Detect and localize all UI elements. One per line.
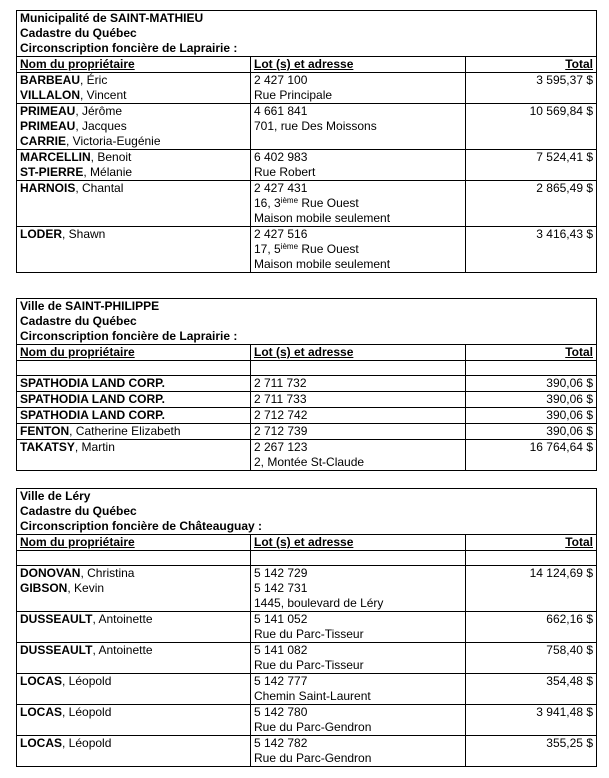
table-row	[17, 73, 597, 104]
total-cell: 3 595,37 $	[466, 73, 597, 104]
owner-cell	[17, 392, 251, 408]
owner-given-name: , Jérôme	[75, 104, 123, 118]
column-header-owner: Nom du propriétaire	[17, 345, 251, 361]
owner-name	[20, 104, 247, 119]
owner-given-name: , Léopold	[62, 674, 112, 688]
lot-line: 5 141 082	[254, 643, 308, 657]
lot-line: 2 427 100	[254, 73, 308, 87]
lot-address-cell	[251, 440, 466, 471]
owner-name	[20, 227, 247, 242]
section-title: Ville de SAINT-PHILIPPE	[17, 299, 597, 315]
lot-address-cell	[251, 424, 466, 440]
owner-surname: DONOVAN	[20, 566, 81, 580]
table-row	[17, 424, 597, 440]
section-title: Ville de Léry	[17, 489, 597, 505]
lot-address-cell	[251, 392, 466, 408]
owner-cell	[17, 227, 251, 273]
address-street: Rue Ouest	[298, 242, 359, 256]
table-row	[17, 566, 597, 612]
address-number: 17, 5	[254, 242, 281, 256]
lot-line: 5 142 731	[254, 581, 308, 595]
owner-given-name: , Chantal	[75, 181, 124, 195]
owner-name	[20, 705, 247, 720]
lot-address-cell	[251, 736, 466, 767]
owner-cell	[17, 424, 251, 440]
owner-surname: ST-PIERRE	[20, 165, 84, 179]
owner-cell	[17, 736, 251, 767]
owner-cell	[17, 408, 251, 424]
total-cell: 16 764,64 $	[466, 440, 597, 471]
owner-surname: TAKATSY	[20, 440, 75, 454]
column-header-owner: Nom du propriétaire	[17, 57, 251, 73]
lot-line: 2 427 431	[254, 181, 308, 195]
total-cell: 7 524,41 $	[466, 150, 597, 181]
owner-given-name: , Martin	[74, 440, 115, 454]
spacer-row	[17, 361, 597, 376]
lot-line: Rue du Parc-Gendron	[254, 720, 372, 734]
table-row	[17, 674, 597, 705]
lot-address-cell	[251, 566, 466, 612]
owner-cell	[17, 150, 251, 181]
owner-surname: GIBSON	[20, 581, 68, 595]
table-row	[17, 705, 597, 736]
owner-given-name: , Victoria-Eugénie	[66, 134, 161, 148]
total-cell: 758,40 $	[466, 643, 597, 674]
owner-given-name: , Léopold	[62, 736, 112, 750]
lot-line: 5 142 777	[254, 674, 308, 688]
lot-line: Rue du Parc-Tisseur	[254, 627, 364, 641]
owners-table	[16, 488, 597, 767]
lot-address-cell	[251, 612, 466, 643]
table-row	[17, 227, 597, 273]
owner-surname: LODER	[20, 227, 62, 241]
owner-surname: SPATHODIA LAND CORP.	[20, 408, 165, 422]
lot-line: Rue du Parc-Tisseur	[254, 658, 364, 672]
section-saint-philippe	[16, 298, 596, 471]
owner-cell	[17, 73, 251, 104]
total-cell: 10 569,84 $	[466, 104, 597, 150]
section-saint-mathieu	[16, 10, 596, 273]
owners-table	[16, 298, 597, 471]
owner-cell	[17, 566, 251, 612]
column-header-lot: Lot (s) et adresse	[251, 535, 466, 551]
owner-surname: MARCELLIN	[20, 150, 91, 164]
table-row	[17, 408, 597, 424]
lot-address-cell	[251, 643, 466, 674]
address-note: Maison mobile seulement	[254, 211, 391, 225]
lot-line: 6 402 983	[254, 150, 308, 164]
section-title: Municipalité de SAINT-MATHIEU	[17, 11, 597, 27]
owner-cell	[17, 104, 251, 150]
total-cell: 390,06 $	[466, 376, 597, 392]
column-header-lot: Lot (s) et adresse	[251, 345, 466, 361]
owner-given-name: , Léopold	[62, 705, 112, 719]
owners-table	[16, 10, 597, 273]
lot-line: Rue du Parc-Gendron	[254, 751, 372, 765]
owner-given-name: , Mélanie	[83, 165, 133, 179]
owner-name	[20, 674, 247, 689]
address-line	[254, 196, 462, 211]
total-cell: 3 941,48 $	[466, 705, 597, 736]
owner-name	[20, 408, 247, 423]
lot-address-cell	[251, 408, 466, 424]
table-row	[17, 376, 597, 392]
owner-name	[20, 581, 247, 596]
lot-line: 2 711 732	[254, 376, 307, 390]
owner-surname: SPATHODIA LAND CORP.	[20, 392, 165, 406]
column-header-lot: Lot (s) et adresse	[251, 57, 466, 73]
lot-address-cell	[251, 150, 466, 181]
owner-cell	[17, 440, 251, 471]
owner-surname: SPATHODIA LAND CORP.	[20, 376, 165, 390]
owner-given-name: , Kevin	[67, 581, 105, 595]
section-cadastre: Cadastre du Québec	[17, 504, 597, 519]
section-cadastre: Cadastre du Québec	[17, 314, 597, 329]
lot-address-cell	[251, 674, 466, 705]
owner-name	[20, 736, 247, 751]
owner-surname: DUSSEAULT	[20, 643, 93, 657]
owner-surname: BARBEAU	[20, 73, 80, 87]
owner-cell	[17, 705, 251, 736]
section-circonscription: Circonscription foncière de Laprairie :	[17, 329, 597, 345]
section-circonscription: Circonscription foncière de Laprairie :	[17, 41, 597, 57]
owner-cell	[17, 674, 251, 705]
owner-name	[20, 73, 247, 88]
owner-surname: LOCAS	[20, 705, 62, 719]
column-header-total: Total	[466, 57, 597, 73]
lot-line: Rue Principale	[254, 88, 333, 102]
lot-line: 2 711 733	[254, 392, 307, 406]
lot-line: 1445, boulevard de Léry	[254, 596, 384, 610]
owner-name	[20, 566, 247, 581]
table-row	[17, 150, 597, 181]
table-row	[17, 612, 597, 643]
total-cell: 390,06 $	[466, 424, 597, 440]
column-header-total: Total	[466, 345, 597, 361]
lot-address-cell	[251, 181, 466, 227]
lot-line: Rue Robert	[254, 165, 316, 179]
section-circonscription: Circonscription foncière de Châteauguay :	[17, 519, 597, 535]
total-cell: 390,06 $	[466, 392, 597, 408]
owner-cell	[17, 181, 251, 227]
total-cell: 3 416,43 $	[466, 227, 597, 273]
lot-address-cell	[251, 73, 466, 104]
column-header-owner: Nom du propriétaire	[17, 535, 251, 551]
owner-given-name: , Jacques	[75, 119, 127, 133]
owner-name	[20, 643, 247, 658]
table-row	[17, 736, 597, 767]
lot-line: 5 142 782	[254, 736, 308, 750]
owner-given-name: , Catherine Elizabeth	[69, 424, 181, 438]
owner-surname: PRIMEAU	[20, 119, 76, 133]
lot-address-cell	[251, 227, 466, 273]
table-row	[17, 392, 597, 408]
owner-cell	[17, 612, 251, 643]
section-lery	[16, 488, 596, 767]
lot-line: 5 142 729	[254, 566, 308, 580]
section-cadastre: Cadastre du Québec	[17, 26, 597, 41]
lot-address-cell	[251, 104, 466, 150]
total-cell: 354,48 $	[466, 674, 597, 705]
owner-name	[20, 440, 247, 455]
address-note: Maison mobile seulement	[254, 257, 391, 271]
lot-line: 2 427 516	[254, 227, 308, 241]
lot-line: Chemin Saint-Laurent	[254, 689, 371, 703]
lot-address-cell	[251, 376, 466, 392]
table-row	[17, 643, 597, 674]
lot-line: 701, rue Des Moissons	[254, 119, 377, 133]
owner-surname: FENTON	[20, 424, 70, 438]
lot-line: 5 142 780	[254, 705, 308, 719]
owner-name	[20, 119, 247, 134]
table-row	[17, 181, 597, 227]
total-cell: 662,16 $	[466, 612, 597, 643]
address-ordinal: ième	[280, 242, 299, 251]
owner-surname: PRIMEAU	[20, 104, 76, 118]
owner-given-name: , Antoinette	[92, 612, 153, 626]
address-line	[254, 242, 462, 257]
owner-surname: HARNOIS	[20, 181, 76, 195]
lot-line: 2 267 123	[254, 440, 308, 454]
owner-name	[20, 392, 247, 407]
column-header-total: Total	[466, 535, 597, 551]
owner-name	[20, 612, 247, 627]
address-street: Rue Ouest	[298, 196, 359, 210]
owner-cell	[17, 643, 251, 674]
owner-given-name: , Benoit	[90, 150, 132, 164]
lot-line: 4 661 841	[254, 104, 308, 118]
owner-name	[20, 376, 247, 391]
lot-address-cell	[251, 705, 466, 736]
owner-name	[20, 165, 247, 180]
spacer-row	[17, 551, 597, 566]
owner-surname: DUSSEAULT	[20, 612, 93, 626]
owner-given-name: , Vincent	[80, 88, 127, 102]
owner-given-name: , Christina	[80, 566, 135, 580]
total-cell: 14 124,69 $	[466, 566, 597, 612]
owner-surname: CARRIE	[20, 134, 67, 148]
owner-name	[20, 88, 247, 103]
lot-line: 5 141 052	[254, 612, 308, 626]
owner-surname: VILLALON	[20, 88, 80, 102]
owner-given-name: , Éric	[80, 73, 108, 87]
owner-name	[20, 150, 247, 165]
lot-line: 2 712 739	[254, 424, 308, 438]
lot-line: 2, Montée St-Claude	[254, 455, 365, 469]
owner-cell	[17, 376, 251, 392]
owner-name	[20, 134, 247, 149]
total-cell: 390,06 $	[466, 408, 597, 424]
lot-line: 2 712 742	[254, 408, 308, 422]
owner-name	[20, 424, 247, 439]
total-cell: 355,25 $	[466, 736, 597, 767]
total-cell: 2 865,49 $	[466, 181, 597, 227]
address-ordinal: ième	[280, 196, 299, 205]
owner-given-name: , Antoinette	[92, 643, 153, 657]
owner-surname: LOCAS	[20, 736, 62, 750]
address-number: 16, 3	[254, 196, 281, 210]
owner-name	[20, 181, 247, 196]
owner-given-name: , Shawn	[62, 227, 106, 241]
table-row	[17, 104, 597, 150]
table-row	[17, 440, 597, 471]
owner-surname: LOCAS	[20, 674, 62, 688]
